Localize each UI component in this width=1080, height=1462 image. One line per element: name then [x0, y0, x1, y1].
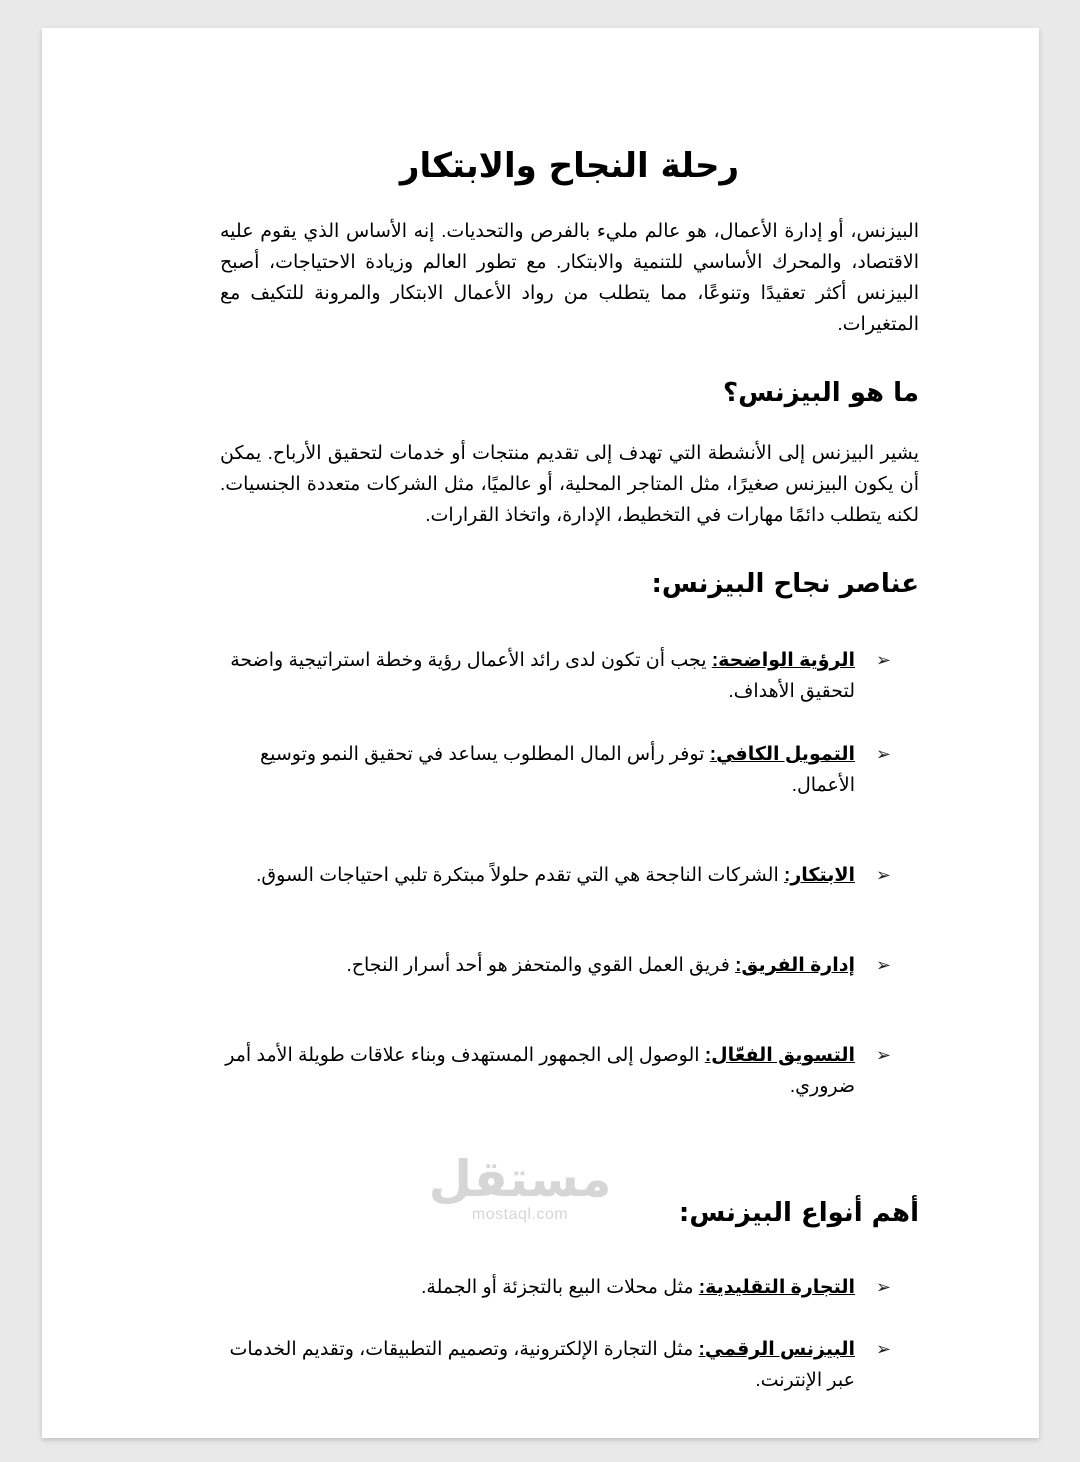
- list-item: [220, 739, 919, 801]
- list-item-text: الوصول إلى الجمهور المستهدف وبناء علاقات طويلة الأمد أمر ضروري.: [225, 1045, 855, 1097]
- list-item-term: إدارة الفريق:: [735, 955, 855, 976]
- list-item: [220, 950, 919, 981]
- arrow-bullet-icon: ➢: [875, 1277, 891, 1297]
- what-is-business-paragraph: يشير البيزنس إلى الأنشطة التي تهدف إلى تقديم منتجات أو خدمات لتحقيق الأرباح. يمكن أن يكون البيزنس صغيرًا، مثل المتاجر المحلية، أو عالميًا، مثل الشركات متعددة الجنسيات. لكنه يتطلب دائمًا مهارات في التخطيط، الإدارة، واتخاذ القرارات.: [220, 443, 919, 526]
- list-item-text: توفر رأس المال المطلوب يساعد في تحقيق النمو وتوسيع الأعمال.: [260, 744, 855, 796]
- arrow-bullet-icon: ➢: [875, 865, 891, 885]
- list-item-text: الشركات الناجحة هي التي تقدم حلولاً مبتكرة تلبي احتياجات السوق.: [256, 865, 784, 886]
- list-item: [220, 1040, 919, 1102]
- list-item-term: الابتكار:: [784, 865, 855, 886]
- list-item-term: البيزنس الرقمي:: [698, 1339, 855, 1360]
- section-heading-success-elements: عناصر نجاح البيزنس:: [651, 569, 919, 599]
- list-item-term: التمويل الكافي:: [709, 744, 855, 765]
- list-item: [220, 860, 919, 891]
- arrow-bullet-icon: ➢: [875, 650, 891, 670]
- list-item: [220, 1272, 919, 1303]
- success-elements-list: [220, 645, 919, 1102]
- list-item-text: مثل محلات البيع بالتجزئة أو الجملة.: [421, 1277, 699, 1298]
- list-item-term: الرؤية الواضحة:: [711, 650, 855, 671]
- watermark-logo: مستقل: [428, 1150, 612, 1208]
- list-item-term: التسويق الفعّال:: [704, 1045, 855, 1066]
- list-item: [220, 645, 919, 707]
- arrow-bullet-icon: ➢: [875, 1045, 891, 1065]
- mostaql-watermark: [425, 1152, 615, 1224]
- watermark-url: mostaql.com: [471, 1206, 569, 1223]
- list-item-text: فريق العمل القوي والمتحفز هو أحد أسرار النجاح.: [346, 955, 736, 976]
- arrow-bullet-icon: ➢: [875, 744, 891, 764]
- section-heading-what-is-business: ما هو البيزنس؟: [723, 378, 919, 408]
- intro-paragraph: البيزنس، أو إدارة الأعمال، هو عالم مليء بالفرص والتحديات. إنه الأساس الذي يقوم عليه الاقتصاد، والمحرك الأساسي للتنمية والابتكار. مع تطور العالم وزيادة الاحتياجات، أصبح البيزنس أكثر تعقيدًا وتنوعًا، مما يتطلب من رواد الأعمال الابتكار والمرونة للتكيف مع المتغيرات.: [220, 221, 919, 335]
- arrow-bullet-icon: ➢: [875, 1339, 891, 1359]
- document-title: رحلة النجاح والابتكار: [399, 146, 740, 186]
- list-item-term: التجارة التقليدية:: [698, 1277, 855, 1298]
- section-heading-business-types: أهم أنواع البيزنس:: [678, 1198, 919, 1228]
- arrow-bullet-icon: ➢: [875, 955, 891, 975]
- business-types-list: [220, 1272, 919, 1396]
- list-item-text: مثل التجارة الإلكترونية، وتصميم التطبيقات، وتقديم الخدمات عبر الإنترنت.: [229, 1339, 855, 1391]
- document-page: [42, 28, 1039, 1438]
- list-item: [220, 1334, 919, 1396]
- list-item-text: يجب أن تكون لدى رائد الأعمال رؤية وخطة استراتيجية واضحة لتحقيق الأهداف.: [230, 650, 855, 702]
